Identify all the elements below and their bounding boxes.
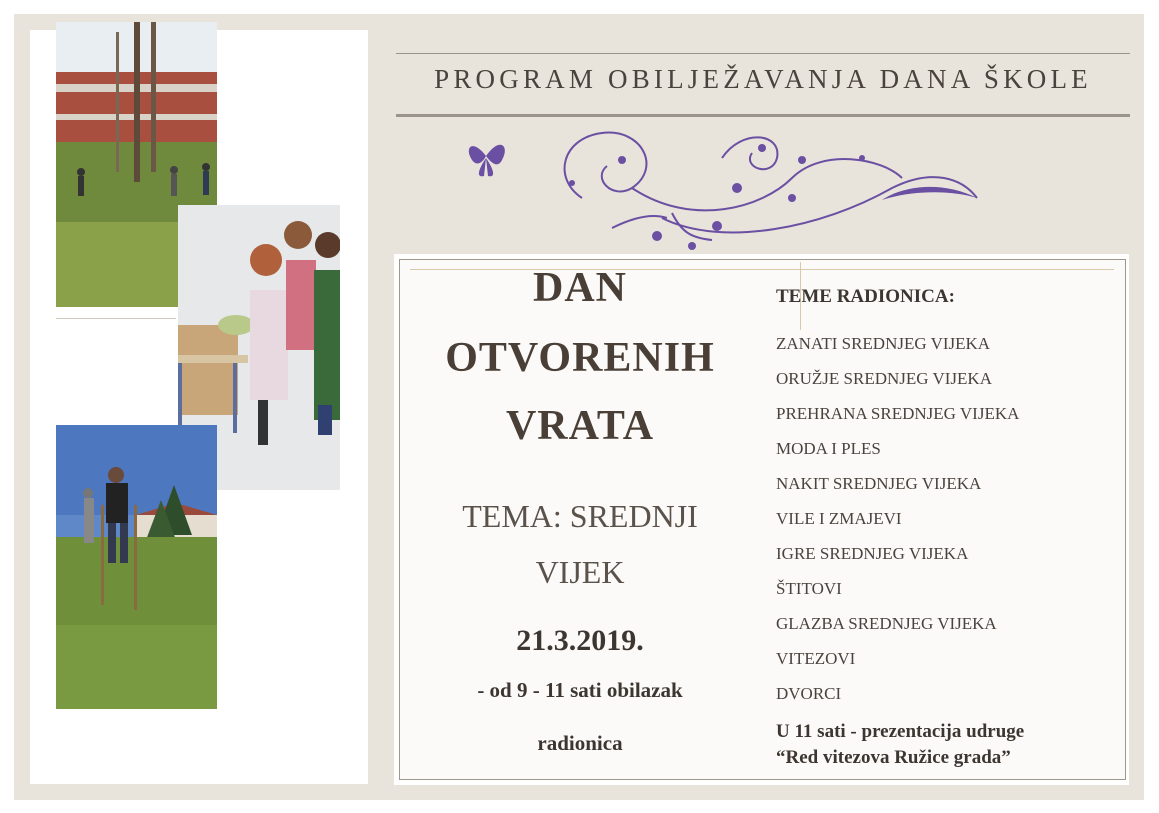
workshop-item: VITEZOVI <box>776 649 856 668</box>
presentation-line2: “Red vitezova Ružice grada” <box>776 747 1011 768</box>
header-rule-top <box>396 53 1130 54</box>
photo-stilts <box>56 425 217 709</box>
presentation-line1: U 11 sati - prezentacija udruge <box>776 721 1025 742</box>
workshop-item: NAKIT SREDNJEG VIJEKA <box>776 474 982 493</box>
floral-swirl-ornament <box>462 118 982 258</box>
event-time-suffix: radionica <box>537 731 623 755</box>
workshops-heading: TEME RADIONICA: <box>776 286 955 307</box>
workshop-item: GLAZBA SREDNJEG VIJEKA <box>776 614 997 633</box>
workshop-item: DVORCI <box>776 684 842 703</box>
theme-line1: TEMA: SREDNJI <box>462 498 698 534</box>
workshop-item: MODA I PLES <box>776 439 881 458</box>
workshop-item: ORUŽJE SREDNJEG VIJEKA <box>776 369 992 388</box>
workshop-item: ŠTITOVI <box>776 579 842 598</box>
workshop-item: IGRE SREDNJEG VIJEKA <box>776 544 969 563</box>
event-date: 21.3.2019. <box>516 624 644 657</box>
event-title-line1: DAN <box>533 265 627 311</box>
theme-line2: VIJEK <box>535 554 625 590</box>
event-title-line3: VRATA <box>505 403 655 449</box>
header-rule-bottom <box>396 114 1130 117</box>
panel-divider <box>56 318 176 319</box>
butterfly-icon <box>469 145 505 177</box>
workshop-item: PREHRANA SREDNJEG VIJEKA <box>776 404 1020 423</box>
event-title-line2: OTVORENIH <box>445 335 715 381</box>
event-time: - od 9 - 11 sati obilazak <box>477 678 683 702</box>
workshop-item: ZANATI SREDNJEG VIJEKA <box>776 334 991 353</box>
presentation-note <box>776 719 1024 771</box>
page-title: PROGRAM OBILJEŽAVANJA DANA ŠKOLE <box>434 64 1092 94</box>
workshop-item: VILE I ZMAJEVI <box>776 509 902 528</box>
